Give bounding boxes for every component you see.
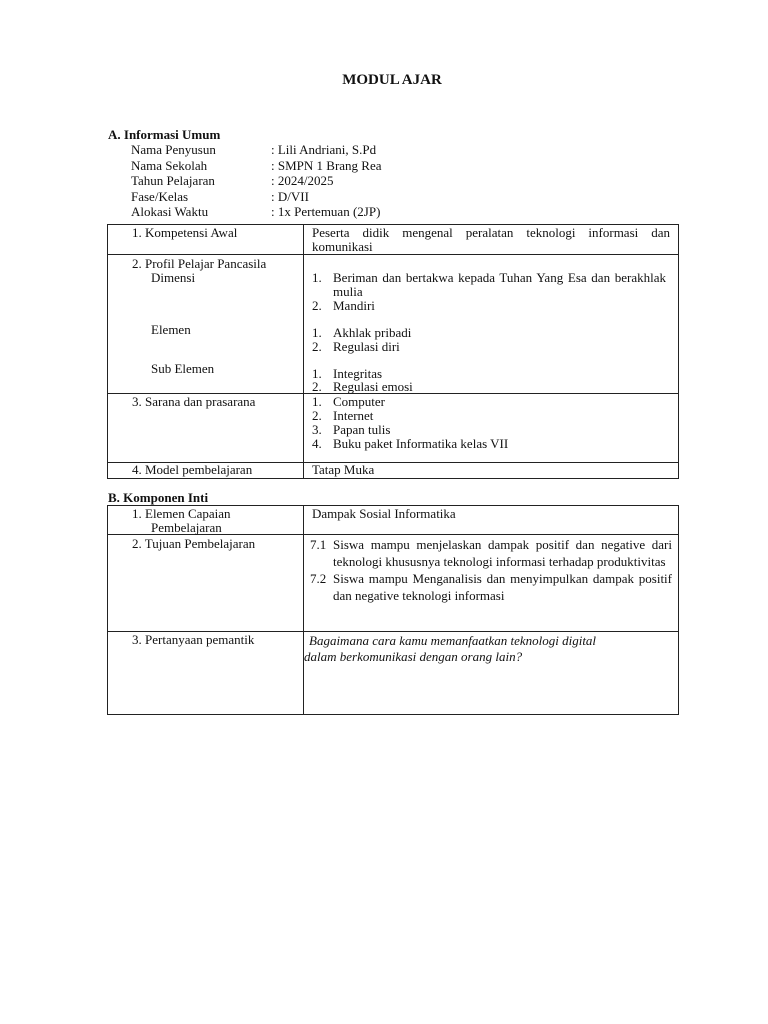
- dimensi-label: Dimensi: [151, 270, 196, 285]
- dimensi-item: Mandiri: [333, 298, 375, 313]
- sarana-item: Computer: [333, 394, 385, 409]
- list-number: 4.: [312, 436, 322, 451]
- tujuan-number: 7.2: [310, 571, 327, 586]
- info-list: [131, 142, 382, 220]
- table-cell: [304, 394, 679, 463]
- table-row: [108, 394, 679, 463]
- table-cell: [108, 394, 304, 463]
- pertanyaan-text-line2: dalam berkomunikasi dengan orang lain?: [304, 649, 523, 664]
- info-value: : D/VII: [271, 188, 309, 204]
- sub-elemen-item: Regulasi emosi: [333, 379, 413, 394]
- list-number: 2.: [312, 408, 322, 423]
- table-cell: [304, 463, 679, 479]
- info-label: Nama Sekolah: [131, 157, 208, 173]
- page-title: MODUL AJAR: [342, 72, 442, 88]
- table-cell: [108, 255, 304, 394]
- table-row: [108, 255, 679, 394]
- table-row: [108, 632, 679, 715]
- elemen-capaian-value: Dampak Sosial Informatika: [312, 506, 456, 521]
- list-item: [310, 537, 672, 570]
- table-cell: [108, 506, 304, 535]
- info-row: [131, 204, 382, 220]
- info-value: : Lili Andriani, S.Pd: [271, 142, 377, 157]
- list-number: 2.: [312, 379, 322, 394]
- table-cell: [304, 255, 679, 394]
- info-row: [131, 142, 382, 158]
- dimensi-item: Beriman dan bertakwa kepada Tuhan Yang Esa dan berakhlak mulia: [333, 270, 666, 299]
- info-row: [131, 158, 382, 174]
- table-cell: [108, 535, 304, 632]
- pertanyaan-text-line1: Bagaimana cara kamu memanfaatkan teknologi digital: [309, 633, 597, 648]
- section-a-heading: A. Informasi Umum: [108, 127, 221, 142]
- tujuan-number: 7.1: [310, 537, 327, 552]
- profil-label: 2. Profil Pelajar Pancasila: [132, 256, 267, 271]
- table-row: [108, 506, 679, 535]
- model-label: 4. Model pembelajaran: [132, 462, 253, 477]
- table-cell: [108, 225, 304, 255]
- sub-elemen-label: Sub Elemen: [151, 361, 215, 376]
- info-value: : 2024/2025: [271, 173, 334, 188]
- list-number: 1.: [312, 394, 322, 409]
- list-number: 2.: [312, 339, 322, 354]
- komponen-table: [107, 505, 679, 715]
- info-label: Tahun Pelajaran: [131, 173, 215, 188]
- kompetensi-label: 1. Kompetensi Awal: [132, 225, 238, 240]
- model-value: Tatap Muka: [312, 462, 375, 477]
- elemen-item: Regulasi diri: [333, 339, 400, 354]
- kompetensi-value: Peserta didik mengenal peralatan teknologi informasi dan komunikasi: [312, 225, 670, 254]
- section-b-heading: B. Komponen Inti: [108, 490, 209, 505]
- elemen-item: Akhlak pribadi: [333, 325, 412, 340]
- list-number: 3.: [312, 422, 322, 437]
- table-row: [108, 535, 679, 632]
- elemen-label: Elemen: [151, 322, 191, 337]
- table-row: [108, 225, 679, 255]
- info-label: Alokasi Waktu: [131, 204, 209, 219]
- info-row: [131, 189, 382, 205]
- info-label: Nama Penyusun: [131, 142, 216, 157]
- table-cell: [108, 632, 304, 715]
- pertanyaan-label: 3. Pertanyaan pemantik: [132, 632, 255, 647]
- elemen-capaian-label-cont: Pembelajaran: [151, 520, 222, 535]
- sarana-item: Internet: [333, 408, 374, 423]
- info-row: [131, 173, 382, 189]
- info-value: : SMPN 1 Brang Rea: [271, 157, 382, 173]
- list-number: 1.: [312, 366, 322, 381]
- table-row: [108, 463, 679, 479]
- list-number: 1.: [312, 325, 322, 340]
- table-cell: [304, 506, 679, 535]
- sarana-item: Papan tulis: [333, 422, 391, 437]
- table-cell: [304, 225, 679, 255]
- elemen-capaian-label: 1. Elemen Capaian: [132, 506, 231, 521]
- info-table: [107, 224, 679, 479]
- sarana-item: Buku paket Informatika kelas VII: [333, 436, 509, 451]
- list-number: 2.: [312, 298, 322, 313]
- list-number: 1.: [312, 270, 322, 285]
- table-cell: [304, 535, 679, 632]
- list-item: [310, 571, 672, 604]
- info-label: Fase/Kelas: [131, 188, 189, 204]
- tujuan-text: Siswa mampu Menganalisis dan menyimpulkan dampak positif dan negative teknologi informasi: [333, 571, 672, 603]
- table-cell: [108, 463, 304, 479]
- tujuan-label: 2. Tujuan Pembelajaran: [132, 536, 256, 551]
- table-cell: [304, 632, 679, 715]
- sarana-label: 3. Sarana dan prasarana: [132, 394, 256, 409]
- tujuan-text: Siswa mampu menjelaskan dampak positif dan negative dari teknologi khususnya teknologi informasi terhadap produktivitas: [333, 537, 672, 569]
- sub-elemen-item: Integritas: [333, 366, 383, 381]
- info-value: : 1x Pertemuan (2JP): [271, 204, 381, 219]
